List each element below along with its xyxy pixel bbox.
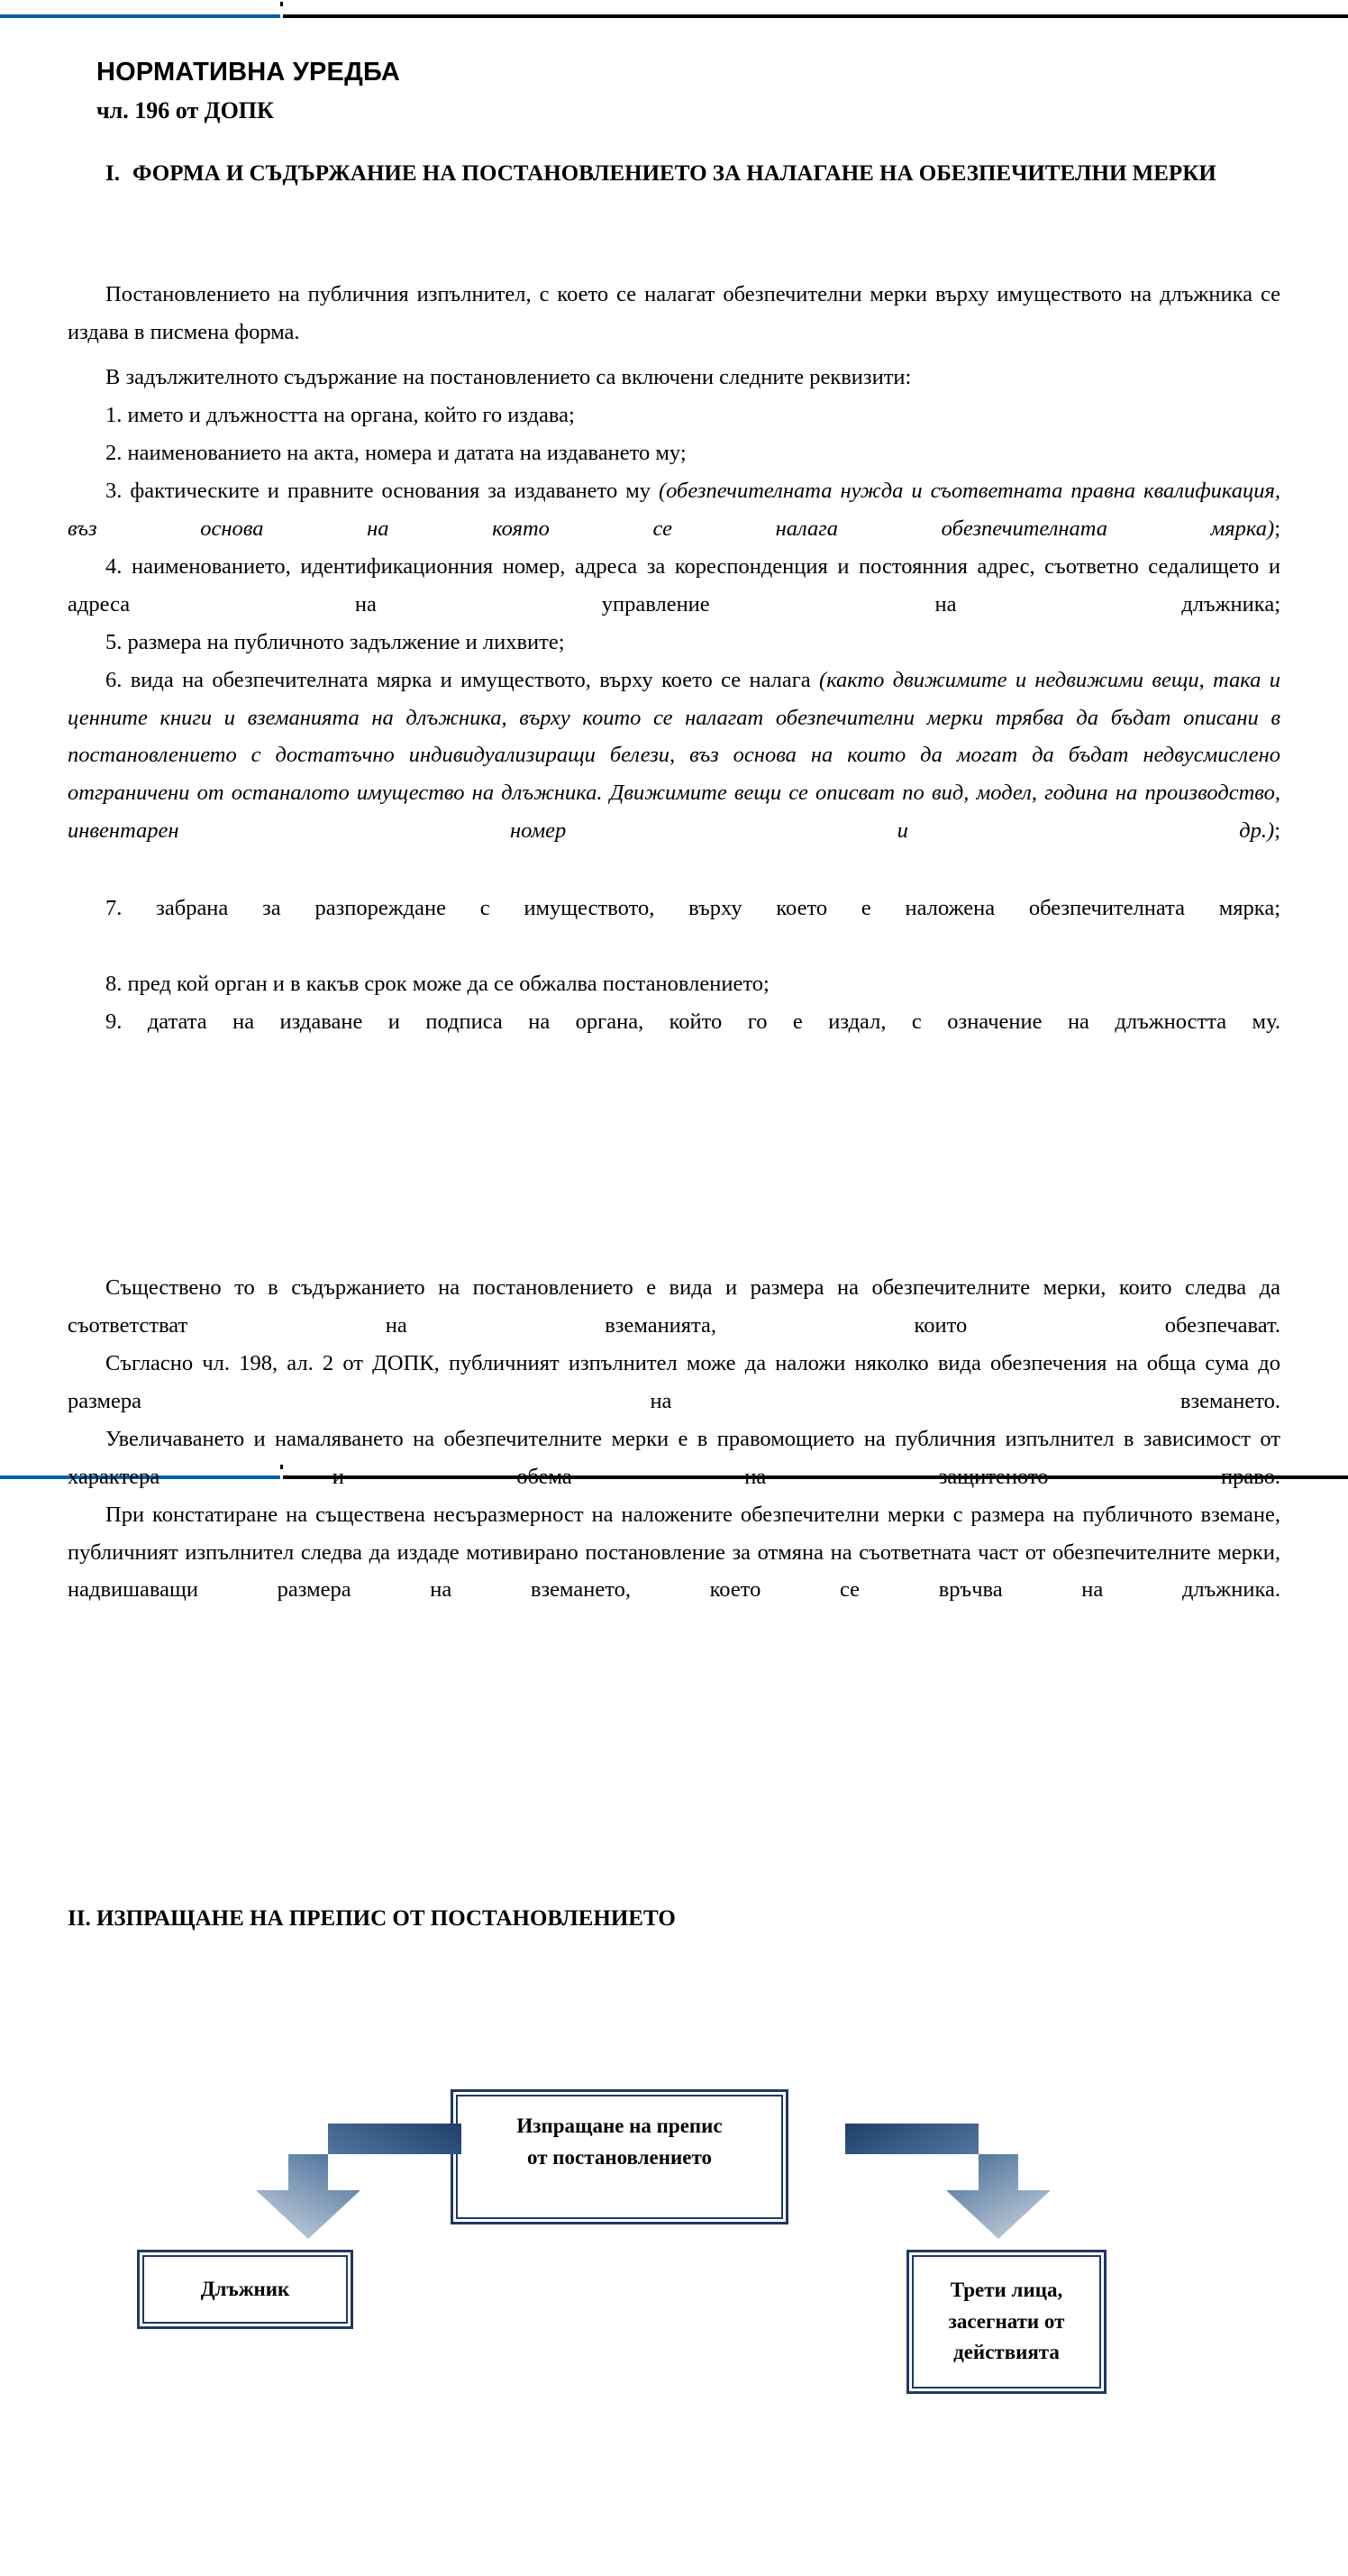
elbow-arrow-down-right-icon xyxy=(845,2124,1107,2241)
list-item-3-italic: (обезпечителната нужда и съответната правна квалификация, въз основа на която се налага обезпечителната мярка) xyxy=(68,479,1280,541)
list-item-7: 7. забрана за разпореждане с имуществото, върху което е наложена обезпечителната мярка; xyxy=(105,896,1280,920)
diagram-box-third-parties-line2: засегнати от xyxy=(948,2309,1065,2333)
section-heading-1 xyxy=(68,159,1280,188)
diagram-box-send-copy-inner xyxy=(456,2095,783,2219)
diagram-box-debtor[interactable] xyxy=(137,2250,353,2329)
paragraph-form-written: Постановлението на публичния изпълнител, с което се налагат обезпечителни мерки върху имуществото на длъжника се издава в писмена форма. xyxy=(68,282,1280,344)
diagram-box-third-parties-line3: действията xyxy=(953,2341,1060,2364)
list-item-6-tail: ; xyxy=(1274,818,1280,843)
list-item-3-tail: ; xyxy=(1274,516,1280,541)
separator-tick xyxy=(280,2,283,6)
diagram-box-send-copy-line2: от постановлението xyxy=(527,2145,712,2169)
list-item-3 xyxy=(68,472,1280,547)
list-item-2: 2. наименованието на акта, номера и датата на издаването му; xyxy=(105,441,687,465)
separator-black-segment xyxy=(283,14,1348,18)
paragraph-mandatory-content: В задължителното съдържание на постановлението са включени следните реквизити: xyxy=(105,365,912,389)
list-item-6-plain: 6. вида на обезпечителната мярка и имуществото, върху което се налага xyxy=(105,668,820,692)
diagram-box-third-parties[interactable] xyxy=(906,2250,1107,2394)
diagram-box-debtor-inner: Длъжник xyxy=(142,2255,348,2324)
diagram-box-third-parties-inner xyxy=(912,2255,1101,2389)
list-item-6 xyxy=(68,662,1280,849)
paragraph-article-198: Съгласно чл. 198, ал. 2 от ДОПК, публичният изпълнител може да наложи няколко вида обезпечения на обща сума до размера на вземането. xyxy=(68,1351,1280,1413)
diagram-box-send-copy[interactable] xyxy=(451,2089,788,2224)
list-item-3-plain: 3. фактическите и правните основания за издаването му xyxy=(105,479,659,503)
flow-diagram xyxy=(0,1974,1348,2576)
page-title: НОРМАТИВНА УРЕДБА xyxy=(96,58,401,87)
list-item-6-italic: (както движимите и недвижими вещи, така и ценните книги и вземанията на длъжника, върху които се налагат обезпечителни мерки трябва да бъдат описани в постановлението с достатъчно индивидуализиращи белези, въз основа на които да могат да бъдат недвусмислено отграничени от останалото имущество на длъжника. Движимите вещи се описват по вид, модел, година на производство, инвентарен номер и др.) xyxy=(68,668,1280,843)
section-heading-2: II. ИЗПРАЩАНЕ НА ПРЕПИС ОТ ПОСТАНОВЛЕНИЕТО xyxy=(68,1906,676,1931)
paragraph-essential-content: Съществено то в съдържанието на постановлението е вида и размера на обезпечителните мерки, които следва да съответстват на вземанията, които обезпечават. xyxy=(68,1275,1280,1338)
page-subtitle: чл. 196 от ДОПК xyxy=(96,97,274,123)
list-item-1: 1. името и длъжността на органа, който го издава; xyxy=(105,403,575,427)
diagram-box-send-copy-line1: Изпращане на препис xyxy=(516,2115,723,2137)
section-heading-text: ФОРМА И СЪДЪРЖАНИЕ НА ПОСТАНОВЛЕНИЕТО ЗА НАЛАГАНЕ НА ОБЕЗПЕЧИТЕЛНИ МЕРКИ xyxy=(132,161,1216,186)
elbow-arrow-down-left-icon xyxy=(200,2124,461,2241)
section-roman-numeral: I. xyxy=(105,161,120,186)
paragraph-increase-decrease: Увеличаването и намаляването на обезпечителните мерки е в правомощието на публичния изпълнител в зависимост от характера и обема на защитеното право. xyxy=(68,1427,1280,1489)
list-item-4: 4. наименованието, идентификационния номер, адреса за кореспонденция и постоянния адрес, съответно седалището и адреса на управление на длъжника; xyxy=(68,554,1280,617)
diagram-box-third-parties-line1: Трети лица, xyxy=(950,2279,1063,2302)
list-item-5: 5. размера на публичното задължение и лихвите; xyxy=(105,630,565,654)
list-item-8: 8. пред кой орган и в какъв срок може да се обжалва постановлението; xyxy=(105,972,770,996)
page-separator-top xyxy=(0,14,1348,19)
list-item-9: 9. датата на издаване и подписа на органа, който го е издал, с означение на длъжността му. xyxy=(105,1009,1280,1034)
paragraph-disproportion: При констатиране на съществена несъразмерност на наложените обезпечителни мерки с размера на публичното взeмане, публичният изпълнител следва да издаде мотивирано постановление за отмяна на съответната част от обезпечителните мерки, надвишаващи размера на взeманeто, което се връчва на длъжника. xyxy=(68,1503,1280,1603)
separator-blue-segment xyxy=(0,14,280,18)
